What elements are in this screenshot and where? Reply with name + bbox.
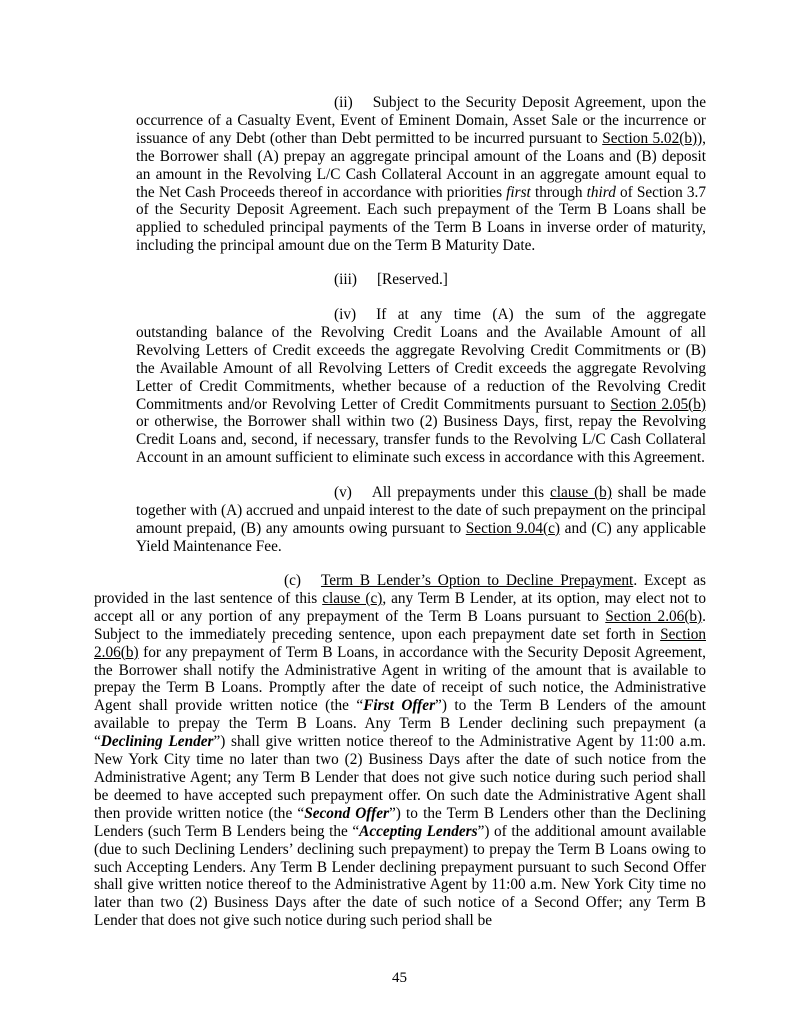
- emphasis-text: third: [586, 183, 616, 201]
- paragraph-iv: [136, 306, 706, 467]
- paragraph-text: for any prepayment of Term B Loans, in accordance with the Security Deposit Agreement, the Borrower shall notify the Administrative Agent in writing of the amount that is available to prepay the Term B Loans. Promptly after the date of receipt of such notice, the Administrative Agent shall provide written notice (the “: [94, 643, 706, 715]
- emphasis-text: first: [506, 183, 531, 201]
- paragraph-text: ), the Borrower shall (A) prepay an aggregate principal amount of the Loans and (B) deposit an amount in the Revolving L/C Cash Collateral Account in an aggregate amount equal to the Net Cash Proceeds thereof in accordance with priorities: [136, 129, 706, 201]
- paragraph-text: . Subject to the immediately preceding sentence, upon each prepayment date set forth in: [94, 607, 706, 643]
- paragraph-ii: [136, 94, 706, 255]
- paragraph-text: , any Term B Lender, at its option, may elect not to accept all or any portion of any prepayment of the Term B Loans pursuant to: [94, 589, 706, 625]
- paragraph-number: (ii): [334, 94, 353, 111]
- section-reference: Section 9.04(c): [465, 519, 561, 537]
- paragraph-text: through: [530, 183, 587, 201]
- defined-term: First Offer: [363, 697, 436, 715]
- defined-term: Declining Lender: [100, 733, 214, 751]
- paragraph-iii: [136, 271, 706, 289]
- paragraph-v: [136, 484, 706, 556]
- paragraph-text: If at any time (A) the sum of the aggregate outstanding balance of the Revolving Credit Loans and the Available Amount of all Revolving Letters of Credit exceeds the aggregate Revolving Credit Commitments or (B) the Available Amount of all Revolving Letters of Credit exceeds the aggregate Revolving Letter of Credit Commitments, whether because of a reduction of the Revolving Credit Commitments and/or Revolving Letter of Credit Commitments pursuant to: [136, 306, 706, 413]
- paragraph-text: of Section 3.7 of the Security Deposit Agreement. Each such prepayment of the Term B Loans shall be applied to scheduled principal payments of the Term B Loans in inverse order of maturity, including the principal amount due on the Term B Maturity Date.: [136, 183, 706, 255]
- paragraph-text: All prepayments under this: [371, 484, 550, 501]
- paragraph-number: (v): [334, 484, 352, 501]
- paragraph-text: shall be made together with (A) accrued and unpaid interest to the date of such prepayment on the principal amount prepaid, (B) any amounts owing pursuant to: [136, 484, 706, 537]
- paragraph-text: ”) of the additional amount available (due to such Declining Lenders’ declining such prepayment) to prepay the Term B Loans owing to such Accepting Lenders. Any Term B Lender declining prepayment pursuant to such Second Offer shall give written notice thereof to the Administrative Agent by 11:00 a.m. New York City time no later than two (2) Business Days after the date of such notice of a Second Offer; any Term B Lender that does not give such notice during such period shall be: [94, 822, 706, 930]
- paragraph-number: (iii): [334, 271, 357, 288]
- page-number: 45: [392, 970, 407, 986]
- section-reference: Section 2.06(b): [94, 625, 706, 661]
- paragraph-number: (iv): [334, 306, 357, 323]
- defined-term: Accepting Lenders: [359, 822, 478, 840]
- section-reference: Section 5.02(b): [602, 129, 698, 147]
- paragraph-text: Subject to the Security Deposit Agreement, upon the occurrence of a Casualty Event, Event of Eminent Domain, Asset Sale or the incurrence or issuance of any Debt (other than Debt permitted to be incurred pursuant to: [136, 94, 706, 147]
- paragraph-text: . Except as provided in the last sentence of this: [94, 572, 707, 607]
- paragraph-text: ”) shall give written notice thereof to the Administrative Agent by 11:00 a.m. New York City time no later than two (2) Business Days after the date of such notice from the Administrative Agent; any Term B Lender that does not give such notice during such period shall be deemed to have accepted such prepayment offer. On such date the Administrative Agent shall then provide written notice (the “: [94, 733, 706, 822]
- clause-reference: clause (c): [322, 589, 383, 607]
- paragraph-text: ”) to the Term B Lenders other than the Declining Lenders (such Term B Lenders being the “: [94, 804, 706, 840]
- defined-term: Second Offer: [304, 804, 389, 822]
- paragraph-text: or otherwise, the Borrower shall within two (2) Business Days, first, repay the Revolving Credit Loans and, second, if necessary, transfer funds to the Revolving L/C Cash Collateral Account in an amount sufficient to eliminate such excess in accordance with this Agreement.: [136, 413, 706, 467]
- section-reference: Section 2.05(b): [610, 395, 706, 413]
- paragraph-text: and (C) any applicable Yield Maintenance Fee.: [136, 519, 706, 555]
- paragraph-text: ”) to the Term B Lenders of the amount available to prepay the Term B Loans. Any Term B Lender declining such prepayment (a “: [94, 697, 706, 751]
- section-reference: Section 2.06(b): [605, 607, 703, 625]
- paragraph-text: [Reserved.]: [376, 271, 448, 288]
- paragraph-number: (c): [284, 572, 301, 589]
- paragraph-c: [94, 572, 706, 930]
- clause-reference: clause (b): [549, 484, 612, 501]
- paragraph-heading: Term B Lender’s Option to Decline Prepayment: [320, 572, 634, 589]
